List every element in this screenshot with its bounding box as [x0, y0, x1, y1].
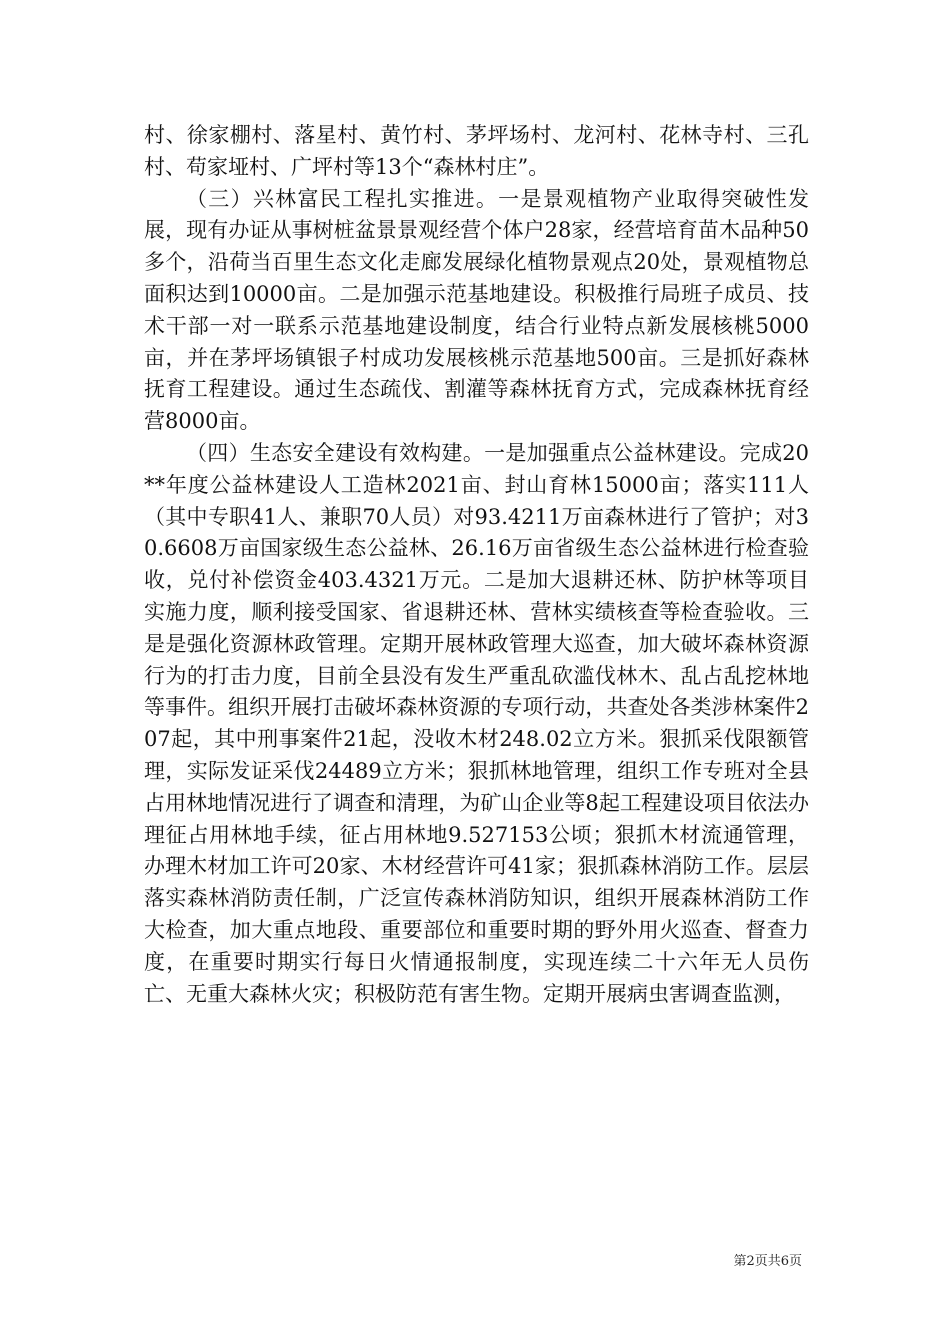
paragraph-ecological-safety: （四）生态安全建设有效构建。一是加强重点公益林建设。完成20**年度公益林建设人工造林2021亩、封山育林15000亩；落实111人（其中专职41人、兼职70人员）对93.4211万亩森林进行了管护；对30.6608万亩国家级生态公益林、26.16万亩省级生态公益林进行检查验收，兑付补偿资金403.4321万元。二是加大退耕还林、防护林等项目实施力度，顺利接受国家、省退耕还林、营林实绩核查等检查验收。三是是强化资源林政管理。定期开展林政管理大巡查，加大破坏森林资源行为的打击力度，目前全县没有发生严重乱砍滥伐林木、乱占乱挖林地等事件。组织开展打击破坏森林资源的专项行动，共查处各类涉林案件207起，其中刑事案件21起，没收木材248.02立方米。狠抓采伐限额管理，实际发证采伐24489立方米；狠抓林地管理，组织工作专班对全县占用林地情况进行了调查和清理，为矿山企业等8起工程建设项目依法办理征占用林地手续，征占用林地9.527153公顷；狠抓木材流通管理，办理木材加工许可20家、木材经营许可41家；狠抓森林消防工作。层层落实森林消防责任制，广泛宣传森林消防知识，组织开展森林消防工作大检查，加大重点地段、重要部位和重要时期的野外用火巡查、督查力度，在重要时期实行每日火情通报制度，实现连续二十六年无人员伤亡、无重大森林火灾；积极防范有害生物。定期开展病虫害调查监测， [144, 440, 809, 1006]
paragraph-forestry-enrichment: （三）兴林富民工程扎实推进。一是景观植物产业取得突破性发展，现有办证从事树桩盆景景观经营个体户28家，经营培育苗木品种50多个，沿荷当百里生态文化走廊发展绿化植物景观点20处，景观植物总面积达到10000亩。二是加强示范基地建设。积极推行局班子成员、技术干部一对一联系示范基地建设制度，结合行业特点新发展核桃5000亩，并在茅坪场镇银子村成功发展核桃示范基地500亩。三是抓好森林抚育工程建设。通过生态疏伐、割灌等森林抚育方式，完成森林抚育经营8000亩。 [144, 186, 809, 434]
page-number-footer: 第2页共6页 [733, 1254, 802, 1269]
document-body [144, 120, 809, 1010]
paragraph-village-list: 村、徐家棚村、落星村、黄竹村、茅坪场村、龙河村、花林寺村、三孔村、苟家垭村、广坪村等13个“森林村庄”。 [144, 123, 809, 179]
